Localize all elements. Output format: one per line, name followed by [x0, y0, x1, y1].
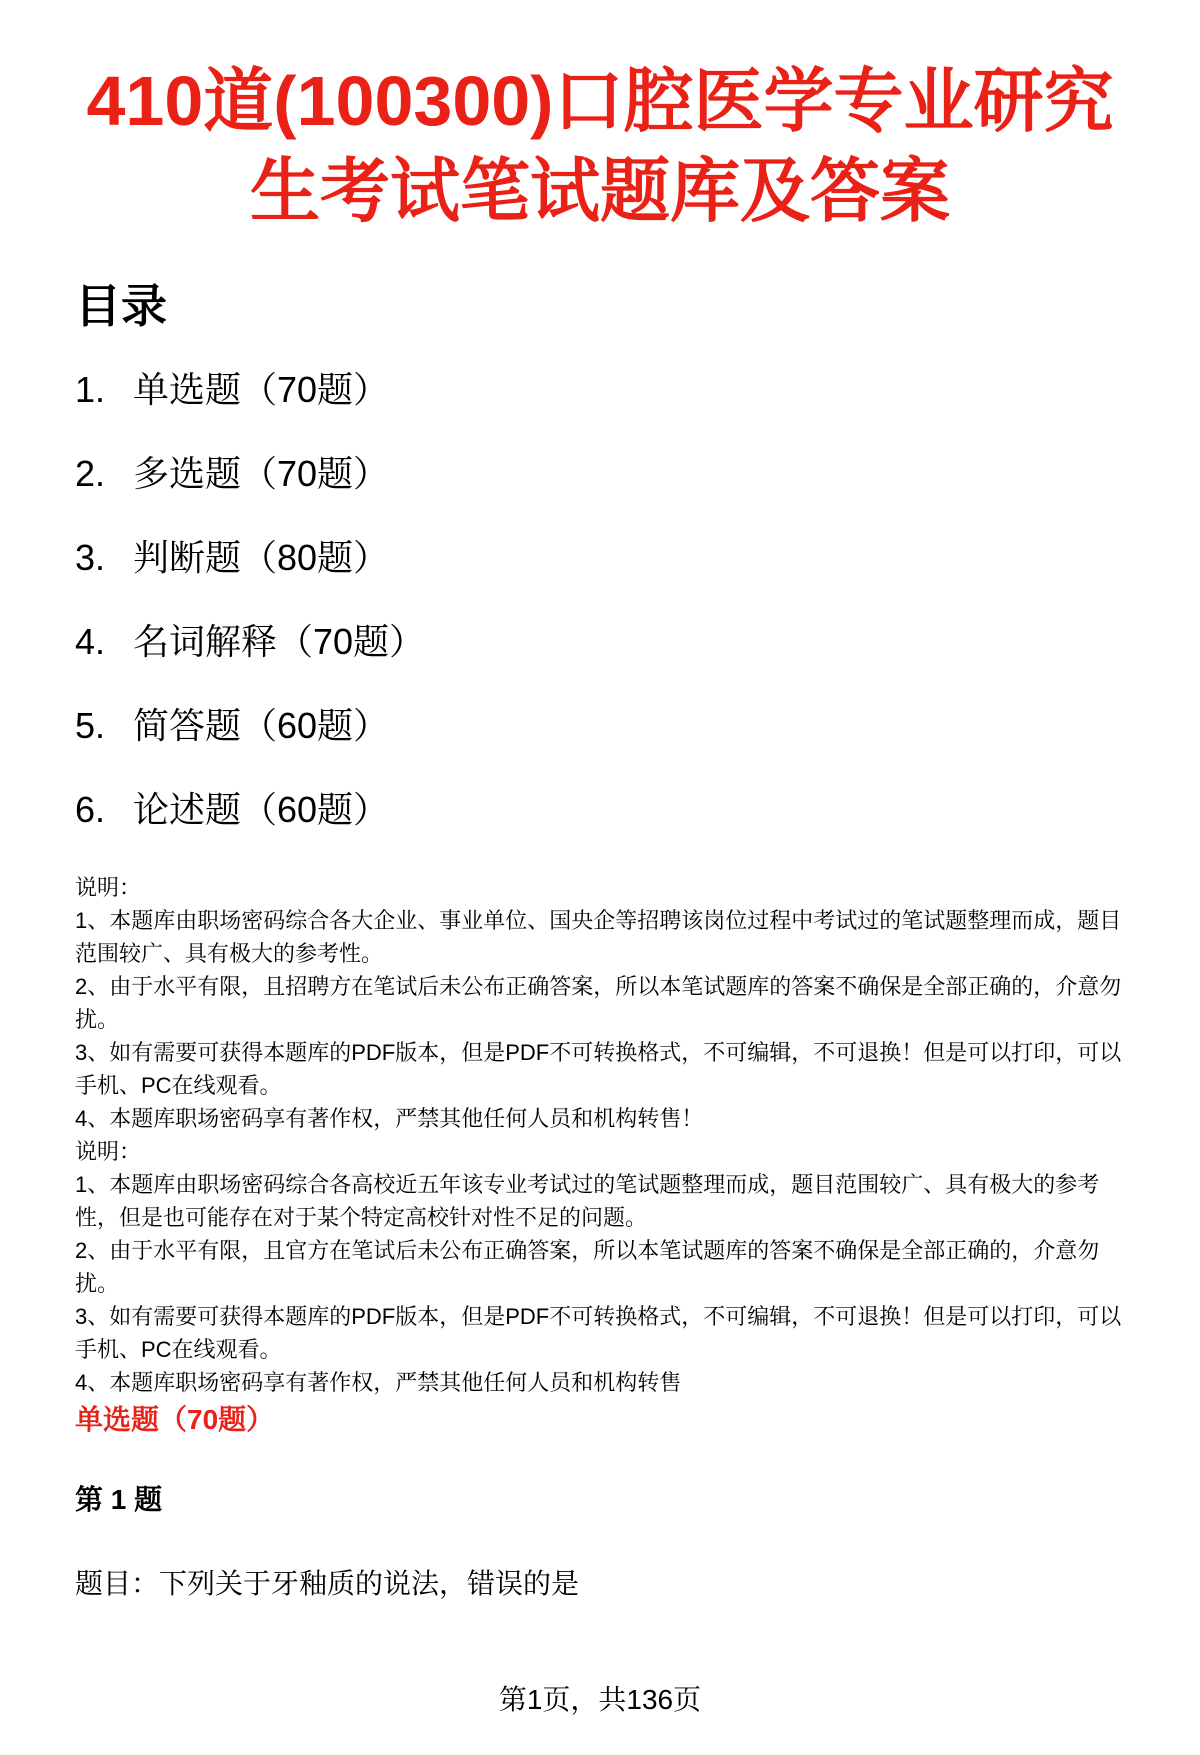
notes-block-1-line: 2、由于水平有限，且招聘方在笔试后未公布正确答案，所以本笔试题库的答案不确保是全部正确的，介意勿扰。: [75, 974, 1122, 1032]
toc-item-single-choice: [75, 366, 1125, 414]
notes-block-1-heading: 说明：: [75, 875, 142, 900]
toc-item-multi-choice: [75, 450, 1125, 498]
question-stem: 题目：下列关于牙釉质的说法，错误的是: [75, 1568, 580, 1599]
toc-item-number: 6.: [75, 789, 106, 830]
toc-item-number: 4.: [75, 621, 106, 662]
toc-item-term-explanation: [75, 618, 1125, 666]
section-heading-single-choice: 单选题（70题）: [75, 1404, 275, 1435]
notes-block-1-line: 4、本题库职场密码享有著作权，严禁其他任何人员和机构转售！: [75, 1106, 704, 1131]
toc-item-label: 多选题（70题）: [133, 453, 390, 494]
notes-block-2-line: 4、本题库职场密码享有著作权，严禁其他任何人员和机构转售: [75, 1370, 682, 1395]
toc-item-essay: [75, 786, 1125, 834]
toc-item-short-answer: [75, 702, 1125, 750]
toc-item-label: 名词解释（70题）: [133, 621, 426, 662]
page-footer: 第1页，共136页: [498, 1684, 702, 1715]
toc-item-label: 简答题（60题）: [133, 705, 390, 746]
notes-block-2-line: 2、由于水平有限，且官方在笔试后未公布正确答案，所以本笔试题库的答案不确保是全部正确的，介意勿扰。: [75, 1238, 1100, 1296]
toc-heading: 目录: [75, 280, 167, 332]
toc-item-number: 1.: [75, 369, 106, 410]
toc-item-label: 判断题（80题）: [133, 537, 390, 578]
document-title-line-2: 生考试笔试题库及答案: [250, 152, 950, 230]
toc-item-number: 2.: [75, 453, 106, 494]
toc-item-label: 论述题（60题）: [133, 789, 390, 830]
notes-block-1-line: 3、如有需要可获得本题库的PDF版本，但是PDF不可转换格式，不可编辑，不可退换！但是可以打印，可以手机、PC在线观看。: [75, 1040, 1122, 1098]
notes-block-1-line: 1、本题库由职场密码综合各大企业、事业单位、国央企等招聘该岗位过程中考试过的笔试题整理而成，题目范围较广、具有极大的参考性。: [75, 908, 1122, 966]
document-title: [75, 56, 1125, 236]
notes-block-2-heading: 说明：: [75, 1139, 142, 1164]
document-title-line-1: 410道(100300)口腔医学专业研究: [86, 62, 1114, 140]
toc-list: [75, 366, 1125, 834]
toc-item-true-false: [75, 534, 1125, 582]
notes-section: [75, 871, 1125, 1399]
toc-item-number: 5.: [75, 705, 106, 746]
toc-item-label: 单选题（70题）: [133, 369, 390, 410]
notes-block-2-line: 3、如有需要可获得本题库的PDF版本，但是PDF不可转换格式，不可编辑，不可退换！但是可以打印，可以手机、PC在线观看。: [75, 1304, 1122, 1362]
question-number: 第 1 题: [75, 1484, 163, 1515]
toc-item-number: 3.: [75, 537, 106, 578]
notes-block-2-line: 1、本题库由职场密码综合各高校近五年该专业考试过的笔试题整理而成，题目范围较广、具有极大的参考性，但是也可能存在对于某个特定高校针对性不足的问题。: [75, 1172, 1100, 1230]
